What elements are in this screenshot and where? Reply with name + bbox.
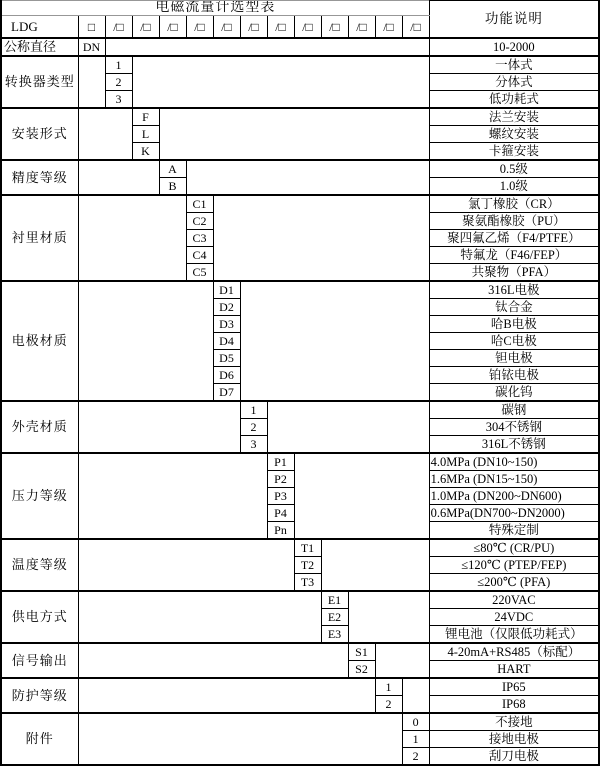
model-slot-cell: /□ (375, 16, 402, 39)
option-desc-cell: 钽电极 (429, 350, 599, 367)
model-slot-cell: /□ (132, 16, 159, 39)
option-desc-cell: 24VDC (429, 609, 599, 626)
group-label: 公称直径 (1, 38, 78, 56)
spacer-cell (78, 591, 321, 643)
option-desc-cell: 0.6MPa(DN700~DN2000) (429, 505, 599, 522)
spacer-cell (213, 195, 429, 281)
group-label: 电极材质 (1, 281, 78, 401)
option-desc-cell: 1.6MPa (DN15~150) (429, 471, 599, 488)
option-code-cell: 3 (240, 436, 267, 454)
option-desc-cell: 4-20mA+RS485（标配） (429, 643, 599, 661)
option-desc-cell: 螺纹安装 (429, 126, 599, 143)
option-code-cell: S1 (348, 643, 375, 661)
spacer-cell (78, 713, 402, 765)
spacer-cell (240, 281, 429, 401)
option-code-cell: Pn (267, 522, 294, 540)
option-code-cell: S2 (348, 661, 375, 679)
model-slot-cell: /□ (186, 16, 213, 39)
group-label: 精度等级 (1, 160, 78, 195)
desc-column-header: 功能说明 (429, 1, 599, 39)
option-code-cell: 2 (375, 696, 402, 714)
option-desc-cell: 卡箍安装 (429, 143, 599, 161)
option-code-cell: L (132, 126, 159, 143)
option-code-cell: 0 (402, 713, 429, 731)
spacer-cell (78, 108, 132, 160)
option-row (1, 453, 599, 471)
option-code-cell: 3 (105, 91, 132, 109)
option-desc-cell: ≤120℃ (PTEP/FEP) (429, 557, 599, 574)
option-code-cell: T3 (294, 574, 321, 592)
option-desc-cell: 碳化钨 (429, 384, 599, 402)
model-slot-cell: /□ (267, 16, 294, 39)
option-code-cell: C2 (186, 213, 213, 230)
option-row (1, 401, 599, 419)
option-code-cell: 1 (240, 401, 267, 419)
option-code-cell: D5 (213, 350, 240, 367)
option-code-cell: 1 (375, 678, 402, 696)
option-code-cell: F (132, 108, 159, 126)
option-code-cell: D6 (213, 367, 240, 384)
group-label: 衬里材质 (1, 195, 78, 281)
option-code-cell: B (159, 178, 186, 196)
group-label: 温度等级 (1, 539, 78, 591)
option-desc-cell: ≤200℃ (PFA) (429, 574, 599, 592)
group-label: 外壳材质 (1, 401, 78, 453)
option-desc-cell: 特殊定制 (429, 522, 599, 540)
spacer-cell (402, 678, 429, 713)
option-row (1, 160, 599, 178)
option-code-cell: C4 (186, 247, 213, 264)
option-code-cell: E1 (321, 591, 348, 609)
spacer-cell (78, 643, 348, 678)
spacer-cell (78, 195, 186, 281)
spacer-cell (78, 453, 267, 539)
option-code-cell: D1 (213, 281, 240, 299)
option-desc-cell: 分体式 (429, 74, 599, 91)
option-row (1, 38, 599, 56)
option-desc-cell: 碳钢 (429, 401, 599, 419)
table-title: 电磁流量计选型表 (1, 1, 429, 16)
option-code-cell: P3 (267, 488, 294, 505)
option-desc-cell: 锂电池（仅限低功耗式） (429, 626, 599, 644)
spacer-cell (375, 643, 429, 678)
option-code-cell: P2 (267, 471, 294, 488)
spacer-cell (267, 401, 429, 453)
option-desc-cell: 1.0MPa (DN200~DN600) (429, 488, 599, 505)
spacer-cell (321, 539, 429, 591)
group-label: 压力等级 (1, 453, 78, 539)
option-desc-cell: 一体式 (429, 56, 599, 74)
option-desc-cell: 刮刀电极 (429, 748, 599, 766)
model-slot-cell: /□ (402, 16, 429, 39)
spacer-cell (159, 108, 429, 160)
spacer-cell (78, 281, 213, 401)
option-code-cell: 2 (402, 748, 429, 766)
spacer-cell (78, 539, 294, 591)
option-code-cell: D3 (213, 316, 240, 333)
option-desc-cell: 铂铱电极 (429, 367, 599, 384)
option-code-cell: 1 (402, 731, 429, 748)
option-code-cell: K (132, 143, 159, 161)
spacer-cell (294, 453, 429, 539)
option-desc-cell: 哈C电极 (429, 333, 599, 350)
group-label: 转换器类型 (1, 56, 78, 108)
option-desc-cell: 0.5级 (429, 160, 599, 178)
model-slot-cell: /□ (348, 16, 375, 39)
option-row (1, 108, 599, 126)
model-slot-cell: /□ (321, 16, 348, 39)
option-code-cell: T2 (294, 557, 321, 574)
option-desc-cell: ≤80℃ (CR/PU) (429, 539, 599, 557)
option-code-cell: DN (78, 38, 105, 56)
option-desc-cell: 特氟龙（F46/FEP） (429, 247, 599, 264)
spacer-cell (105, 38, 429, 56)
option-desc-cell: 316L不锈钢 (429, 436, 599, 454)
option-desc-cell: 接地电极 (429, 731, 599, 748)
group-label: 安装形式 (1, 108, 78, 160)
option-desc-cell: 低功耗式 (429, 91, 599, 109)
option-code-cell: A (159, 160, 186, 178)
option-desc-cell: HART (429, 661, 599, 679)
option-row (1, 678, 599, 696)
group-label: 防护等级 (1, 678, 78, 713)
spacer-cell (186, 160, 429, 195)
option-code-cell: 2 (240, 419, 267, 436)
option-desc-cell: IP65 (429, 678, 599, 696)
option-desc-cell: 不接地 (429, 713, 599, 731)
model-slot-cell: /□ (159, 16, 186, 39)
title-row (1, 1, 599, 16)
model-dn-box: □ (78, 16, 105, 39)
option-row (1, 539, 599, 557)
option-desc-cell: 聚四氟乙烯（F4/PTFE） (429, 230, 599, 247)
option-desc-cell: 氯丁橡胶（CR） (429, 195, 599, 213)
spacer-cell (78, 678, 375, 713)
option-code-cell: E3 (321, 626, 348, 644)
option-code-cell: P4 (267, 505, 294, 522)
option-desc-cell: 220VAC (429, 591, 599, 609)
option-row (1, 195, 599, 213)
spacer-cell (132, 56, 429, 108)
option-code-cell: C5 (186, 264, 213, 282)
option-code-cell: D2 (213, 299, 240, 316)
option-desc-cell: 1.0级 (429, 178, 599, 196)
option-code-cell: D7 (213, 384, 240, 402)
spacer-cell (78, 56, 105, 108)
model-slot-cell: /□ (213, 16, 240, 39)
model-prefix: LDG (1, 16, 78, 39)
group-label: 信号输出 (1, 643, 78, 678)
option-row (1, 591, 599, 609)
option-code-cell: D4 (213, 333, 240, 350)
spacer-cell (348, 591, 429, 643)
model-slot-cell: /□ (240, 16, 267, 39)
option-code-cell: C3 (186, 230, 213, 247)
spacer-cell (78, 401, 240, 453)
option-code-cell: C1 (186, 195, 213, 213)
spacer-cell (78, 160, 159, 195)
option-row (1, 281, 599, 299)
option-row (1, 643, 599, 661)
option-desc-cell: 共聚物（PFA） (429, 264, 599, 282)
option-desc-cell: 304不锈钢 (429, 419, 599, 436)
option-desc-cell: 法兰安装 (429, 108, 599, 126)
group-label: 供电方式 (1, 591, 78, 643)
option-desc-cell: 钛合金 (429, 299, 599, 316)
option-desc-cell: IP68 (429, 696, 599, 714)
option-row (1, 56, 599, 74)
group-label: 附件 (1, 713, 78, 765)
option-desc-cell: 哈B电极 (429, 316, 599, 333)
option-code-cell: 2 (105, 74, 132, 91)
option-code-cell: P1 (267, 453, 294, 471)
option-desc-cell: 316L电极 (429, 281, 599, 299)
option-code-cell: T1 (294, 539, 321, 557)
model-slot-cell: /□ (105, 16, 132, 39)
option-desc-cell: 聚氨酯橡胶（PU） (429, 213, 599, 230)
option-desc-cell: 10-2000 (429, 38, 599, 56)
option-code-cell: 1 (105, 56, 132, 74)
option-code-cell: E2 (321, 609, 348, 626)
option-desc-cell: 4.0MPa (DN10~150) (429, 453, 599, 471)
model-slot-cell: /□ (294, 16, 321, 39)
